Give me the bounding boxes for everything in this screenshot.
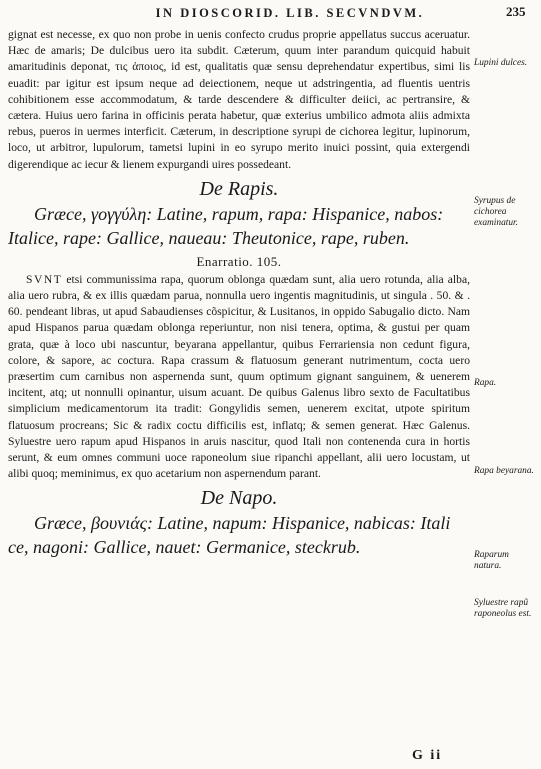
signature-mark: G ii <box>412 748 443 763</box>
section-heading-napo: De Napo. <box>200 487 278 510</box>
main-text-column <box>8 27 470 559</box>
names-line-2: Italice, rape: Gallice, naueau: Theutonice, rape, ruben. <box>8 227 410 248</box>
page-number: 235 <box>506 4 526 19</box>
drop-word: SVNT <box>26 272 63 286</box>
rapis-paragraph <box>8 272 470 483</box>
margin-note-lupini: Lupini dulces. <box>474 58 528 68</box>
napo-names-line-1: Græce, βουνιάς: Latine, napum: Hispanice, nabicas: Itali <box>34 513 451 534</box>
margin-note-natura: Raparum natura. <box>474 550 509 571</box>
rapis-text: etsi communissima rapa, quorum oblonga quædam sunt, alia uero rotunda, alia alba, alia uero rubra, & ex illis quædam parua, nonnulla uero ingentis magnitudinis, ut singula . 50. & . 60. pendeant libras, ut apud Sabaudienses cõspicitur, & Lusitanos, in oppido Sabugalio dicto. Nam apud Hispanos parua quædam oblonga reperiuntur, non nisi tenera, optima, & gustui per quam grata, quæ à loco ubi nascuntur, beyarana appellantur, quibus Ferrariensia non cedunt figura, colore, & sapore, ac coctura. Rapa crassum & flatuosum generant nutrimentum, cocta uero præsertim cum carnibus non aspernenda sunt, quum optimum gignant sanguinem, & uenerem incitent, atq; ut nonnulli opinantur, uisum acuant. De quibus Galenus libro sexto de Facultatibus simplicium medicamentorum ita tradit: Gongylidis semen, uenerem excitat, utpote spiritum flatuosum procreans; Sic & radix coctu difficilis est, inflatq; & semen generat. Hæc Galenus. Syluestre uero rapum apud Hispanos in aruis nascitur, quod Itali non contenenda cura in hortis serunt, & eum omnes communi uoce raponeolum siue ripanchi appellant, alii uero locustam, ut alibi quoq; meminimus, ex quo acetarium non aspernendum parant. <box>8 272 470 481</box>
running-title: IN DIOSCORID. LIB. SECVNDVM. <box>155 6 425 20</box>
names-line-1: Græce, γογγύλη: Latine, rapum, rapa: Hispanice, nabos: <box>34 203 444 224</box>
margin-note-beyarana: Rapa beyarana. <box>474 466 534 476</box>
section-heading-rapis: De Rapis. <box>199 177 279 200</box>
enarratio-heading: Enarratio. 105. <box>196 253 282 269</box>
margin-note-rapa: Rapa. <box>474 378 497 388</box>
napo-names-line-2: ce, nagoni: Gallice, nauet: Germanice, steckrub. <box>8 537 361 558</box>
margin-note-syrupus: Syrupus de cichorea examinatur. <box>474 196 519 228</box>
margin-note-syluestre: Syluestre rapũ raponeolus est. <box>474 598 532 619</box>
intro-paragraph: gignat est necesse, ex quo non probe in uenis confecto crudus proprie appellatus succus aceruatur. Hæc de amaris; De dulcibus uero ita subdit. Cæterum, quum inter parandum quicquid habuit amaritudinis deponat, τις ἀποιος, id est, qualitatis quæ sensu deprehendatur expertibus, simi lis euadit: par igitur est ipsum neque ad deiectionem, neque ut adstringentia, ad fluentis uentris cohibitionem esse accommodatum, & tarde descendere & difficulter deiici, ac pertransire, & cætera. Huius uero farina in officinis perata habetur, quæ exterius umbilico admota aliis admixta rebus, pueros in uermes interficit. Cæterum, in descriptione syrupi de cichorea legitur, lupinorum, loco, ut arbitror, lupulorum, tametsi lupini in eo syrupo merito inuici possint, quia extergendi digerendique ac iecur & lienem expurgandi uires possedeant. <box>8 28 470 171</box>
